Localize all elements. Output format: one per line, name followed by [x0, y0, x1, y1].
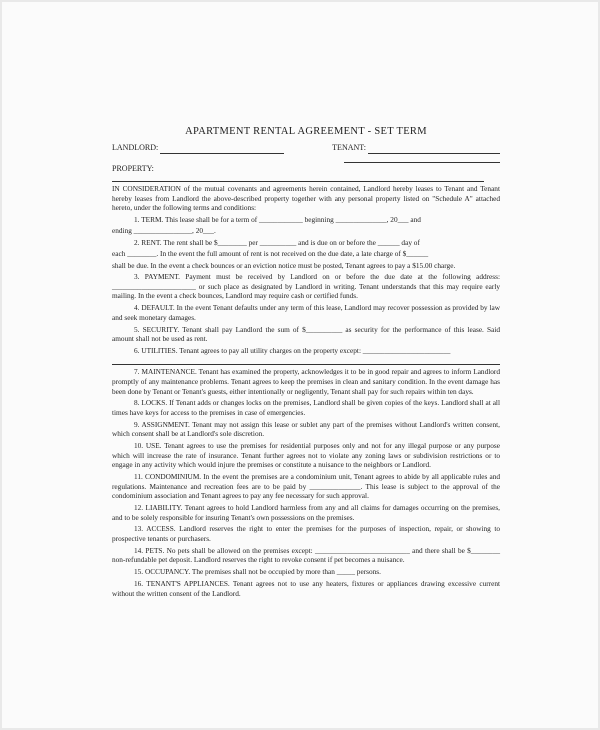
clause-occupancy: 15. OCCUPANCY. The premises shall not be occupied by more than _____ persons.	[134, 567, 381, 577]
document-page	[2, 2, 598, 728]
landlord-field	[112, 142, 284, 154]
clause-term-line2: ending ________________, 20___.	[112, 226, 216, 236]
clause-condominium: 11. CONDOMINIUM. In the event the premises are a condominium unit, Tenant agrees to abide by all applicable rules and regulations. Maintenance and recreation fees are to be paid by ______________. This lease is subject to the approval of the condominium association and Tenant agrees to pay any fee necessary for such approval.	[112, 472, 500, 501]
landlord-label: LANDLORD:	[112, 143, 159, 152]
clause-security: 5. SECURITY. Tenant shall pay Landlord the sum of $__________ as security for the performance of this lease. Said amount shall not be used as rent.	[112, 324, 500, 344]
parties-row	[112, 142, 500, 154]
tenant-blank-2	[344, 154, 500, 163]
tenant-field	[332, 142, 500, 154]
tenant-label: TENANT:	[332, 143, 366, 152]
lease-document	[112, 126, 500, 600]
clause-appliances: 16. TENANT'S APPLIANCES. Tenant agrees not to use any heaters, fixtures or appliances drawing excessive current without the written consent of the Landlord.	[112, 578, 500, 598]
intro-paragraph: IN CONSIDERATION of the mutual covenants and agreements herein contained, Landlord hereby leases to Tenant and Tenant hereby leases from Landlord the above-described property together with any personal property listed on "Schedule A" attached hereto, under the following terms and conditions:	[112, 184, 500, 213]
clause-rent-line3: shall be due. In the event a check bounces or an eviction notice must be posted, Tenant agrees to pay a $15.00 charge.	[112, 260, 456, 270]
tenant-second-line	[112, 154, 500, 163]
clause-rent-line1: 2. RENT. The rent shall be $________ per __________ and is due on or before the ______ day of	[134, 238, 420, 248]
property-label: PROPERTY:	[112, 164, 154, 173]
clause-default: 4. DEFAULT. In the event Tenant defaults under any term of this lease, Landlord may recover possession as provided by law and seek monetary damages.	[112, 303, 500, 322]
clause-liability: 12. LIABILITY. Tenant agrees to hold Landlord harmless from any and all claims for damages occurring on the premises, and to be solely responsible for insuring Tenant's own possessions on the premises.	[112, 503, 500, 522]
clause-rent-line2: each ________. In the event the full amount of rent is not received on the due date, a late charge of $______	[112, 249, 429, 259]
tenant-blank	[368, 145, 500, 154]
clause-assignment: 9. ASSIGNMENT. Tenant may not assign this lease or sublet any part of the premises without Landlord's written consent, which consent shall be at Landlord's sole discretion.	[112, 419, 500, 439]
clause-access: 13. ACCESS. Landlord reserves the right to enter the premises for the purposes of inspection, repair, or showing to prospective tenants or purchasers.	[112, 524, 500, 543]
clause-pets: 14. PETS. No pets shall be allowed on the premises except: __________________________ and there shall be $________ non-refundable pet deposit. Landlord reserves the right to revoke consent if pet becomes a nuisance.	[112, 545, 500, 565]
clause-maintenance: 7. MAINTENANCE. Tenant has examined the property, acknowledges it to be in good repair and agrees to inform Landlord promptly of any maintenance problems. Tenant agrees to keep the premises in clean and sanitary condition. In the event damage has been done by Tenant or Tenant's guests, either intentionally or negligently, Tenant shall pay for such repairs within ten days.	[112, 367, 500, 396]
landlord-blank	[160, 145, 284, 154]
clause-term-line1: 1. TERM. This lease shall be for a term of ____________ beginning ______________, 20___ and	[134, 215, 421, 225]
clause-utilities: 6. UTILITIES. Tenant agrees to pay all utility charges on the property except: ________________________	[134, 346, 451, 355]
property-field	[112, 163, 500, 182]
clause-payment: 3. PAYMENT. Payment must be received by Landlord on or before the due date at the following address: _______________________ or such place as designated by Landlord in writing. Tenant understands that this may require early mailing. In the event a check bounces, Landlord may require cash or certified funds.	[112, 272, 500, 301]
clause-locks: 8. LOCKS. If Tenant adds or changes locks on the premises, Landlord shall be given copies of the keys. Landlord shall at all times have keys for access to the premises in case of emergencies.	[112, 398, 500, 417]
clause-use: 10. USE. Tenant agrees to use the premises for residential purposes only and not for any illegal purpose or any purpose which will increase the rate of insurance. Tenant further agrees not to violate any zoning laws or subdivision restrictions or to engage in any activity which would injure the premises or constitute a nuisance to the neighbors or Landlord.	[112, 441, 500, 470]
property-blank	[112, 175, 484, 182]
utilities-blank	[112, 357, 500, 365]
document-title: APARTMENT RENTAL AGREEMENT - SET TERM	[185, 126, 427, 137]
